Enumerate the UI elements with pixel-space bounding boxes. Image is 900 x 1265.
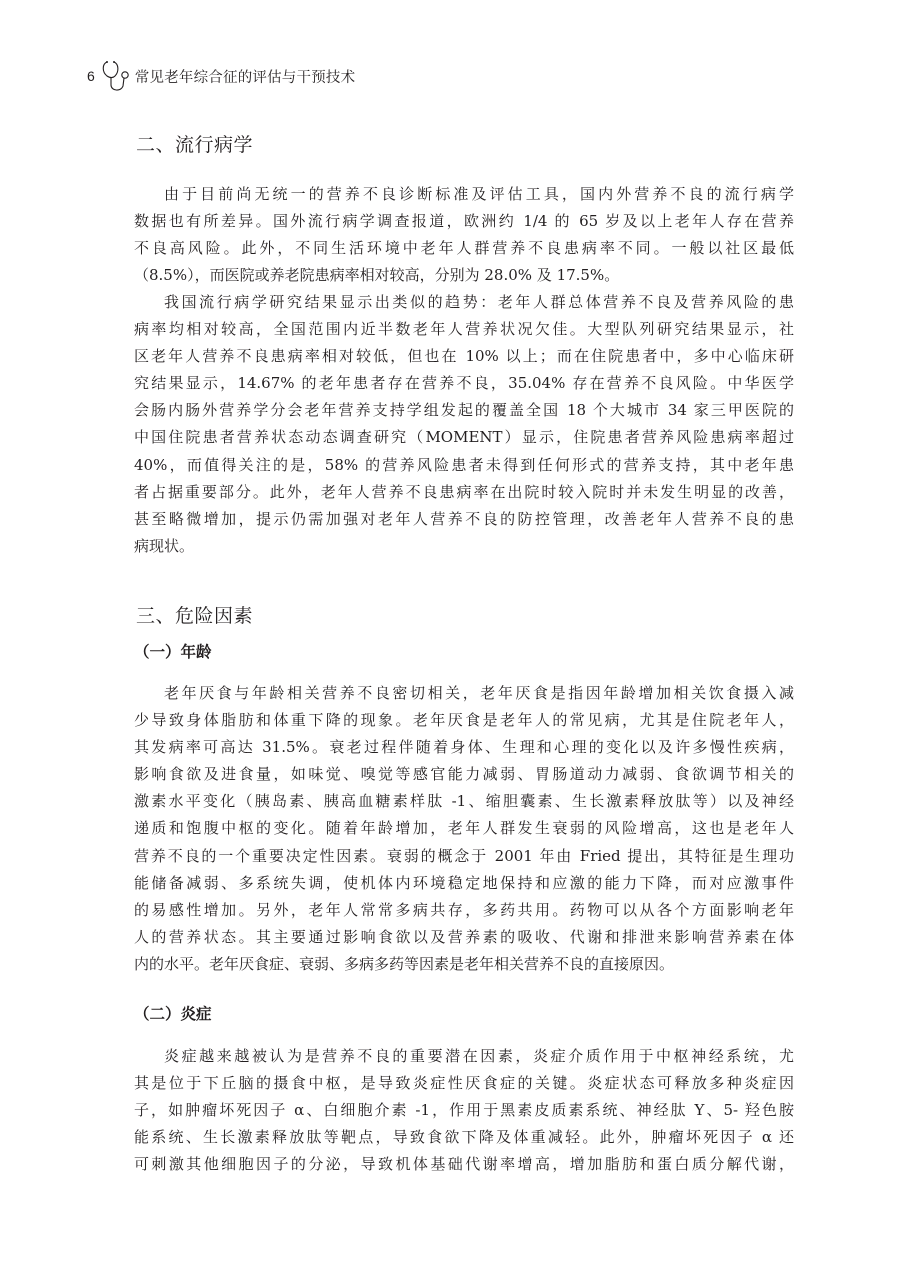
section-heading-risk-factors: 三、危险因素 — [136, 605, 254, 627]
text-line: （8.5%），而医院或养老院患病率相对较高，分别为 28.0% 及 17.5%。 — [134, 266, 620, 285]
text-line: 能系统、生长激素释放肽等靶点，导致食欲下降及体重减轻。此外，肿瘤坏死因子 α 还 — [134, 1128, 794, 1147]
subheading-age: （一）年龄 — [134, 643, 212, 661]
text-line: 激素水平变化（胰岛素、胰高血糖素样肽 -1、缩胆囊素、生长激素释放肽等）以及神经 — [134, 792, 794, 811]
text-line: 者占据重要部分。此外，老年人营养不良患病率在出院时较入院时并未发生明显的改善， — [134, 482, 794, 501]
text-line: 人的营养状态。其主要通过影响食欲以及营养素的吸收、代谢和排泄来影响营养素在体 — [134, 927, 794, 946]
text-line: 病现状。 — [134, 536, 195, 555]
text-line: 数据也有所差异。国外流行病学调查报道，欧洲约 1/4 的 65 岁及以上老年人存在营养 — [134, 212, 794, 231]
text-line: 其是位于下丘脑的摄食中枢，是导致炎症性厌食症的关键。炎症状态可释放多种炎症因 — [134, 1074, 794, 1093]
text-line: 少导致身体脂肪和体重下降的现象。老年厌食是老年人的常见病，尤其是住院老年人， — [134, 711, 794, 730]
text-line: 子，如肿瘤坏死因子 α、白细胞介素 -1，作用于黑素皮质素系统、神经肽 Y、5- 羟色胺 — [134, 1101, 794, 1120]
text-line: 究结果显示，14.67% 的老年患者存在营养不良，35.04% 存在营养不良风险。中华医学 — [134, 374, 794, 393]
text-line: 我国流行病学研究结果显示出类似的趋势：老年人群总体营养不良及营养风险的患 — [164, 293, 794, 311]
text-line: 其发病率可高达 31.5%。衰老过程伴随着身体、生理和心理的变化以及许多慢性疾病， — [134, 738, 794, 757]
stethoscope-icon — [99, 58, 133, 94]
section-heading-epidemiology: 二、流行病学 — [136, 134, 254, 156]
text-line: 的易感性增加。另外，老年人常常多病共存，多药共用。药物可以从各个方面影响老年 — [134, 900, 794, 919]
epidemiology-paragraph-2 — [134, 289, 794, 560]
text-line: 病率均相对较高，全国范围内近半数老年人营养状况欠佳。大型队列研究结果显示，社 — [134, 320, 794, 339]
text-line: 中国住院患者营养状态动态调查研究（MOMENT）显示，住院患者营养风险患病率超过 — [134, 428, 794, 447]
text-line: 影响食欲及进食量，如味觉、嗅觉等感官能力减弱、胃肠道动力减弱、食欲调节相关的 — [134, 765, 794, 784]
text-line: 由于目前尚无统一的营养不良诊断标准及评估工具，国内外营养不良的流行病学 — [164, 185, 794, 203]
text-line: 不良高风险。此外，不同生活环境中老年人群营养不良患病率不同。一般以社区最低 — [134, 239, 794, 258]
text-line: 甚至略微增加，提示仍需加强对老年人营养不良的防控管理，改善老年人营养不良的患 — [134, 509, 794, 528]
page-number: 6 — [87, 68, 95, 84]
age-paragraph — [134, 680, 794, 978]
text-line: 40%，而值得关注的是，58% 的营养风险患者未得到任何形式的营养支持，其中老年患 — [134, 455, 794, 474]
inflammation-paragraph — [134, 1043, 794, 1178]
text-line: 内的水平。老年厌食症、衰弱、多病多药等因素是老年相关营养不良的直接原因。 — [134, 954, 675, 973]
text-line: 能储备减弱、多系统失调，使机体内环境稳定地保持和应激的能力下降，而对应激事件 — [134, 873, 794, 892]
text-line: 区老年人营养不良患病率相对较低，但也在 10% 以上；而在住院患者中，多中心临床研 — [134, 347, 794, 366]
subheading-inflammation: （二）炎症 — [134, 1005, 212, 1023]
book-title: 常见老年综合征的评估与干预技术 — [134, 69, 356, 86]
running-header — [87, 58, 355, 94]
text-line: 营养不良的一个重要决定性因素。衰弱的概念于 2001 年由 Fried 提出，其特征是生理功 — [134, 846, 794, 865]
text-line: 炎症越来越被认为是营养不良的重要潜在因素，炎症介质作用于中枢神经系统，尤 — [164, 1047, 794, 1065]
text-line: 递质和饱腹中枢的变化。随着年龄增加，老年人群发生衰弱的风险增高，这也是老年人 — [134, 819, 794, 838]
text-line: 老年厌食与年龄相关营养不良密切相关，老年厌食是指因年龄增加相关饮食摄入减 — [164, 684, 794, 702]
text-line: 可刺激其他细胞因子的分泌，导致机体基础代谢率增高，增加脂肪和蛋白质分解代谢， — [134, 1155, 794, 1174]
epidemiology-paragraph-1 — [134, 181, 794, 289]
text-line: 会肠内肠外营养学分会老年营养支持学组发起的覆盖全国 18 个大城市 34 家三甲医院的 — [134, 401, 794, 420]
